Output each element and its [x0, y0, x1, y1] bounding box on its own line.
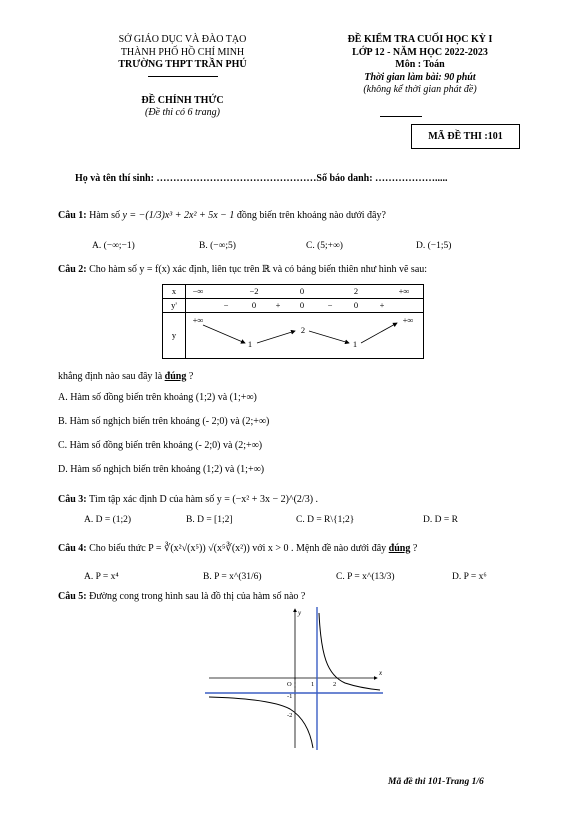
- q4-option-d[interactable]: D. P = x⁶: [452, 572, 487, 582]
- table-y-1: 1: [247, 339, 253, 349]
- question-2-text: Cho hàm số y = f(x) xác định, liên tục trên ℝ và có bảng biến thiên như hình vẽ sau:: [89, 264, 428, 275]
- question-4-post: ?: [412, 543, 418, 554]
- table-y-3: 1: [352, 339, 358, 349]
- pages-note: (Đề thi có 6 trang): [145, 107, 220, 118]
- table-y-4: +∞: [402, 315, 414, 325]
- header-right: [310, 34, 530, 97]
- arrow-up-1: [257, 331, 295, 343]
- q2-prompt-post: ?: [188, 371, 194, 382]
- question-3-text: Tìm tập xác định D của hàm số y = (−x² + 3x − 2)^(2/3) .: [88, 494, 319, 505]
- question-5: [58, 591, 305, 602]
- table-x-label: x: [171, 286, 177, 296]
- time-note: (không kể thời gian phát đề): [363, 84, 477, 95]
- variation-table: [162, 284, 424, 359]
- question-1-label: Câu 1:: [58, 210, 87, 221]
- q3-option-a[interactable]: A. D = (1;2): [84, 515, 132, 525]
- table-y-2: 2: [300, 325, 306, 335]
- table-yp-5: 0: [353, 300, 359, 310]
- arrow-down-2: [309, 331, 349, 343]
- q1-option-b[interactable]: B. (−∞;5): [199, 241, 236, 251]
- question-5-label: Câu 5:: [58, 591, 87, 602]
- curve-right-branch: [319, 613, 380, 690]
- question-1-post: đồng biến trên khoảng nào dưới đây?: [236, 210, 386, 221]
- curve-left-branch: [209, 697, 313, 748]
- table-arrows: [163, 285, 423, 358]
- q4-option-a[interactable]: A. P = x⁴: [84, 572, 119, 582]
- table-x-3: 2: [353, 286, 359, 296]
- q2-option-c[interactable]: C. Hàm số đồng biến trên khoảng (- 2;0) và (2;+∞): [58, 440, 263, 451]
- student-info-line: Họ và tên thí sinh: …………………………………………Số báo danh: ……………….....: [75, 173, 448, 184]
- question-3-label: Câu 3:: [58, 494, 87, 505]
- table-yp-0: −: [223, 300, 229, 310]
- question-2: [58, 264, 427, 275]
- q3-option-b[interactable]: B. D = [1;2]: [186, 515, 233, 525]
- table-y-label: y: [171, 330, 177, 340]
- school-underline: [148, 76, 218, 77]
- header-right-rule: [380, 116, 422, 117]
- q3-option-d[interactable]: D. D = R: [423, 515, 458, 525]
- arrow-up-2: [361, 323, 397, 343]
- table-x-0: −∞: [192, 286, 204, 296]
- table-y-0: +∞: [192, 315, 204, 325]
- question-1-formula: y = −(1/3)x³ + 2x² + 5x − 1: [122, 210, 235, 221]
- table-yp-3: 0: [299, 300, 305, 310]
- grade-year: LỚP 12 - NĂM HỌC 2022-2023: [352, 46, 488, 58]
- q1-option-c[interactable]: C. (5;+∞): [306, 241, 343, 251]
- exam-code-box: MÃ ĐỀ THI :101: [411, 124, 520, 149]
- graph-label-neg-one: -1: [287, 693, 293, 700]
- question-1-pre: Hàm số: [89, 210, 120, 221]
- question-5-text: Đường cong trong hình sau là đồ thị của hàm số nào ?: [89, 591, 306, 602]
- department: SỞ GIÁO DỤC VÀ ĐÀO TẠO: [118, 34, 247, 45]
- question-3: [58, 494, 318, 505]
- table-x-1: −2: [249, 286, 259, 296]
- city: THÀNH PHỐ HỒ CHÍ MINH: [120, 46, 245, 58]
- arrow-down-1: [203, 325, 245, 343]
- school-name: TRƯỜNG THPT TRẦN PHÚ: [118, 59, 247, 70]
- question-2-prompt: [58, 371, 193, 382]
- graph-label-two: 2: [333, 681, 337, 688]
- q4-option-c[interactable]: C. P = x^(13/3): [336, 572, 395, 582]
- exam-time: Thời gian làm bài: 90 phút: [364, 71, 476, 83]
- q3-option-c[interactable]: C. D = R\{1;2}: [296, 515, 355, 525]
- question-4-emph: đúng: [388, 543, 411, 554]
- graph-label-neg-two: -2: [287, 712, 293, 719]
- header-left: [80, 34, 285, 72]
- table-yp-label: y': [171, 300, 177, 310]
- q2-option-b[interactable]: B. Hàm số nghịch biến trên khoảng (- 2;0) và (2;+∞): [58, 416, 270, 427]
- q1-option-d[interactable]: D. (−1;5): [416, 241, 452, 251]
- question-2-label: Câu 2:: [58, 264, 87, 275]
- q2-prompt-pre: khẳng định nào sau đây là: [58, 371, 163, 382]
- q2-option-d[interactable]: D. Hàm số nghịch biến trên khoảng (1;2) và (1;+∞): [58, 464, 265, 475]
- exam-title: ĐỀ KIỂM TRA CUỐI HỌC KỲ I: [347, 34, 493, 45]
- q2-prompt-emph: đúng: [164, 371, 187, 382]
- table-x-4: +∞: [398, 286, 410, 296]
- question-4: [58, 543, 417, 554]
- graph-label-one: 1: [311, 681, 315, 688]
- table-x-2: 0: [299, 286, 305, 296]
- question-4-label: Câu 4:: [58, 543, 87, 554]
- q1-option-a[interactable]: A. (−∞;−1): [92, 241, 135, 251]
- table-yp-6: +: [379, 300, 385, 310]
- table-yp-4: −: [327, 300, 333, 310]
- q4-option-b[interactable]: B. P = x^(31/6): [203, 572, 262, 582]
- question-1: [58, 210, 386, 221]
- graph-label-x: x: [379, 669, 383, 677]
- official-label: ĐỀ CHÍNH THỨC: [141, 95, 224, 106]
- table-yp-1: 0: [251, 300, 257, 310]
- q2-option-a[interactable]: A. Hàm số đồng biến trên khoảng (1;2) và (1;+∞): [58, 392, 257, 403]
- graph-label-y: y: [298, 609, 302, 617]
- table-yp-2: +: [275, 300, 281, 310]
- question-4-pre: Cho biểu thức P = ∛(x²√(x⁵)) √(x⁵∛(x²)) với x > 0 . Mệnh đề nào dưới đây: [89, 543, 387, 554]
- subject: Môn : Toán: [395, 59, 445, 70]
- page-footer: Mã đề thi 101-Trang 1/6: [388, 777, 484, 787]
- graph-label-origin: O: [287, 681, 292, 688]
- q5-graph: [205, 605, 385, 750]
